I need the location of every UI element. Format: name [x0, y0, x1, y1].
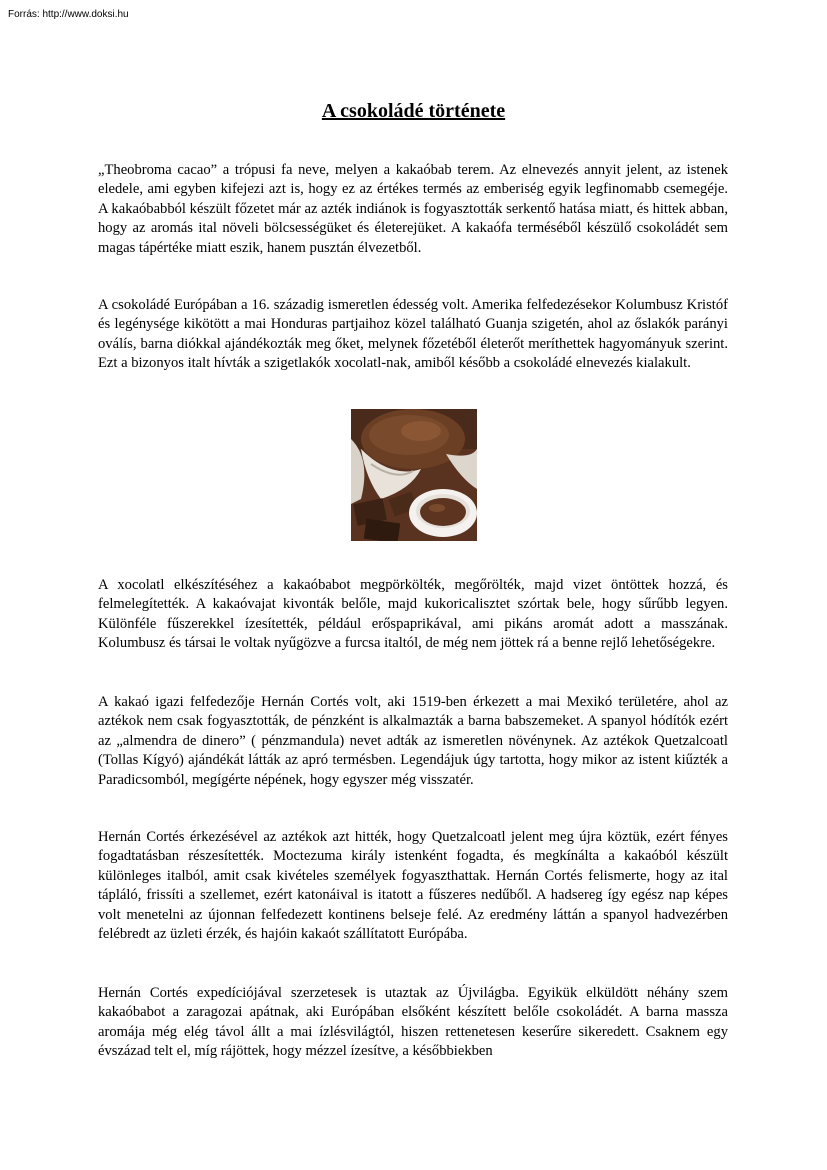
paragraph-cortes-arrival: Hernán Cortés érkezésével az aztékok azt hitték, hogy Quetzalcoatl jelent meg újra köztük, ezért fényes fogadtatásban részesítették. Moctezuma király istenként fogadta, és megkínálta a kakaóból készült különleges italból, amit csak kivételes személyek fogyaszthattak. Hernán Cortés felismerte, hogy az ital tápláló, frissíti a szellemet, ezért katonáival is itatott a fűszeres nedűből. A hadsereg így egész nap képes volt menetelni az újonnan felfedezett kontinens belseje felé. Az eredmény láttán a spanyol hadvezérben felébredt az üzleti érzék, és hajóin kakaót szállítatott Európába. — [98, 829, 728, 943]
cocoa-photo-illustration — [351, 409, 477, 541]
paragraph-monks: Hernán Cortés expedíciójával szerzetesek is utaztak az Újvilágba. Egyikük elküldött néhány szem kakaóbabot a zaragozai apátnak, aki Európában elsőként készített belőle csokoládét. A barna massza aromája még elég távol állt a mai ízlésvilágtól, hiszen rettenetesen keserűre sikeredett. Csaknem egy évszázad telt el, míg rájöttek, hogy mézzel ízesítve, a későbbiekben — [98, 985, 728, 1060]
paragraph-europe: A csokoládé Európában a 16. századig ismeretlen édesség volt. Amerika felfedezésekor Kolumbusz Kristóf és legénysége kikötött a mai Honduras partjaihoz közel található Guanja szigetén, ahol az őslakók parányi oválís, barna diókkal ajándékozták meg őket, melynek főzetéből életerőt meríthettek hagyományuk szerint. Ezt a bizonyos italt hívták a szigetlakók xocolatl-nak, amiből később a csokoládé elnevezés kialakult. — [98, 297, 728, 372]
page-title: A csokoládé története — [321, 100, 506, 122]
paragraph-xocolatl: A xocolatl elkészítéséhez a kakaóbabot megpörkölték, megőrölték, majd vizet öntöttek hozzá, és felmelegítették. A kakaóvajat kivonták belőle, majd kukoricalisztet szórtak bele, hogy sűrűbb legyen. Különféle fűszerekkel ízesítették, például erőspaprikával, ami pikáns aromát adott a masszának. Kolumbusz és társai le voltak nyűgözve a furcsa italtól, de még nem jöttek rá a benne rejlő lehetőségekre. — [98, 577, 728, 652]
paragraph-cortes-discovery: A kakaó igazi felfedezője Hernán Cortés volt, aki 1519-ben érkezett a mai Mexikó területére, ahol az aztékok nem csak fogyasztották, de pénzként is alkalmazták a barna babszemeket. A spanyol hódítók ezért az „almendra de dinero” ( pénzmandula) nevet adták az ismeretlen növénynek. Az aztékok Quetzalcoatl (Tollas Kígyó) ajándékát látták az apró termésben. Legendájuk úgy tartotta, hogy mikor az istent kiűzték a Paradicsomból, megígérte népének, hogy egyszer még visszatér. — [98, 694, 728, 788]
source-label: Forrás: http://www.doksi.hu — [8, 9, 129, 20]
cocoa-photo — [351, 409, 477, 541]
paragraph-theobroma: „Theobroma cacao” a trópusi fa neve, melyen a kakaóbab terem. Az elnevezés annyit jelent, az istenek eledele, ami egyben kifejezi azt is, hogy ez az értékes termés az emberiség egyik legfinomabb csemegéje. A kakaóbabból készült főzetet már az azték indiánok is fogyasztották serkentő hatása miatt, és hittek abban, hogy az aromás ital növeli bölcsességüket és életerejüket. A kakaófa terméséből készülő csokoládét sem magas tápértéke miatt eszik, hanem pusztán élvezetből. — [98, 162, 728, 256]
